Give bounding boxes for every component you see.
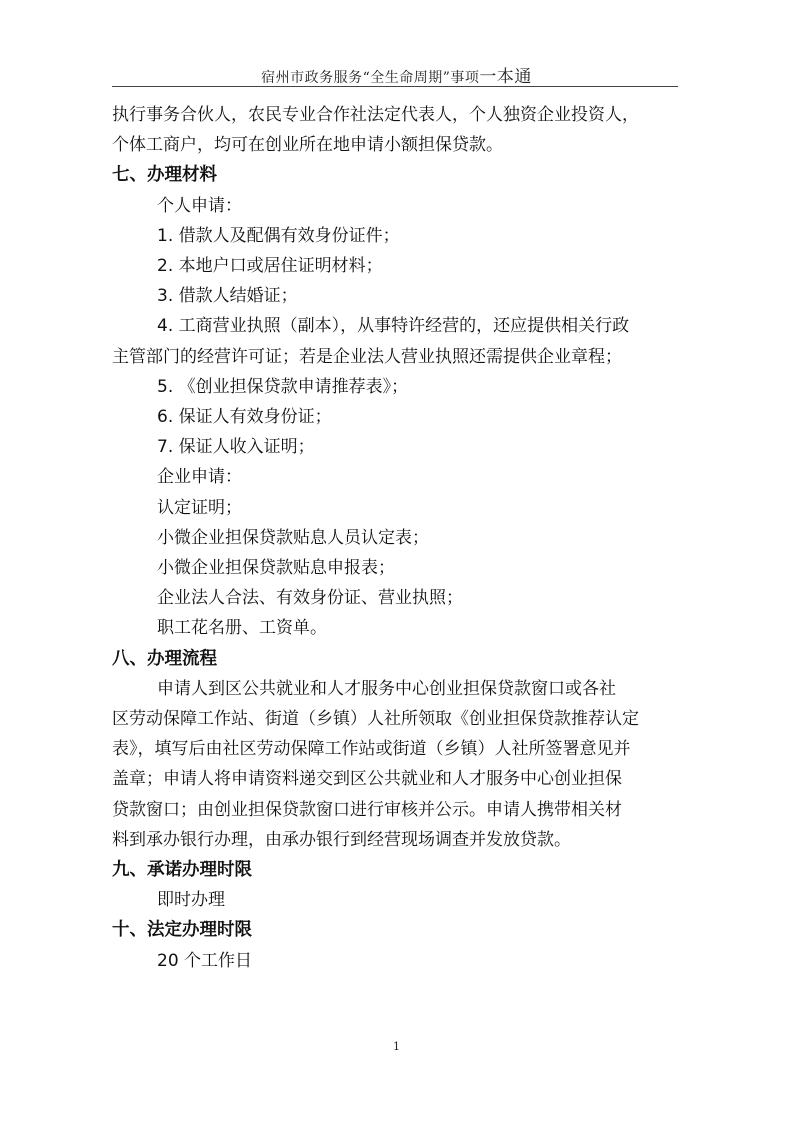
- section-heading: 七、办理材料: [112, 165, 217, 186]
- list-item: 小微企业担保贷款贴息人员认定表；: [157, 527, 429, 548]
- document-body: [112, 100, 678, 976]
- header-title-small: 宿州市政务服务“全生命周期”事项: [261, 70, 480, 86]
- list-item: 小微企业担保贷款贴息申报表；: [157, 558, 395, 579]
- header-divider: [112, 86, 678, 87]
- list-item: 4. 工商营业执照（副本），从事特许经营的，还应提供相关行政: [157, 316, 630, 337]
- text-line: 执行事务合伙人，农民专业合作社法定代表人，个人独资企业投资人，: [112, 105, 639, 125]
- text-line: 料到承办银行办理，由承办银行到经营现场调查并发放贷款。: [112, 829, 571, 850]
- section-heading: 九、承诺办理时限: [112, 860, 252, 881]
- text-line: 主管部门的经营许可证；若是企业法人营业执照还需提供企业章程；: [112, 346, 622, 367]
- page-number: 1: [393, 1040, 400, 1053]
- page-header: [0, 0, 793, 92]
- text-line: 盖章；申请人将申请资料递交到区公共就业和人才服务中心创业担保: [112, 769, 622, 790]
- text-line: 区劳动保障工作站、街道（乡镇）人社所领取《创业担保贷款推荐认定: [112, 709, 639, 730]
- text-line: 20 个工作日: [157, 950, 253, 971]
- list-item: 1. 借款人及配偶有效身份证件；: [157, 225, 400, 246]
- list-item: 6. 保证人有效身份证；: [157, 407, 332, 428]
- text-line: 企业申请：: [157, 467, 242, 488]
- list-item: 2. 本地户口或居住证明材料；: [157, 256, 383, 277]
- text-line: 即时办理: [157, 890, 225, 911]
- section-heading: 八、办理流程: [112, 648, 217, 669]
- text-line: 申请人到区公共就业和人才服务中心创业担保贷款窗口或各社: [157, 678, 616, 699]
- list-item: 职工花名册、工资单。: [157, 618, 327, 639]
- list-item: 企业法人合法、有效身份证、营业执照；: [157, 588, 463, 609]
- header-title: [0, 62, 793, 87]
- list-item: 认定证明；: [157, 497, 242, 518]
- list-item: 7. 保证人收入证明；: [157, 437, 315, 458]
- text-line: 贷款窗口；由创业担保贷款窗口进行审核并公示。申请人携带相关材: [112, 799, 622, 820]
- list-item: 5. 《创业担保贷款申请推荐表》；: [157, 376, 409, 397]
- header-title-large: 一本通: [479, 67, 532, 87]
- text-line: 表》，填写后由社区劳动保障工作站或街道（乡镇）人社所签署意见并: [112, 739, 631, 760]
- section-heading: 十、法定办理时限: [112, 920, 252, 941]
- text-line: 个人申请：: [157, 195, 242, 216]
- text-line: 个体工商户，均可在创业所在地申请小额担保贷款。: [112, 135, 503, 156]
- list-item: 3. 借款人结婚证；: [157, 286, 298, 307]
